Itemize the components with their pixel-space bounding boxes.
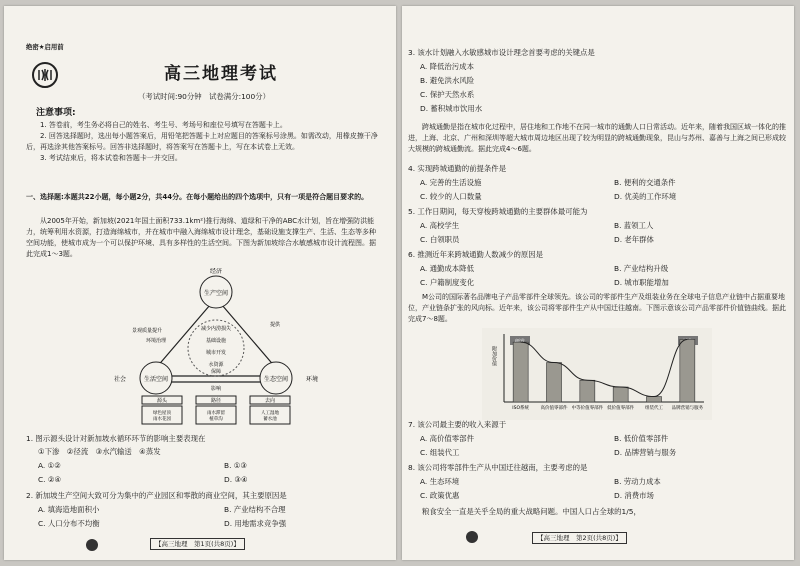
note-item: 1. 答卷前，考生务必将自己的姓名、考生号、考场号和座位号填写在答题卡上。 — [40, 121, 287, 129]
x-tick-label: 高价值零部件 — [540, 406, 568, 411]
center-line: 基础设施 — [205, 338, 227, 344]
q5-option-d[interactable]: D. 老年群体 — [614, 235, 654, 244]
q7-option-b[interactable]: B. 低价值零部件 — [614, 434, 669, 443]
q1-option-d[interactable]: D. ③④ — [224, 475, 248, 484]
q1-option-b[interactable]: B. ①③ — [224, 461, 248, 470]
q4-option-d[interactable]: D. 优美的工作环境 — [614, 192, 677, 201]
exam-info: （考试时间:90分钟 试卷满分:100分） — [138, 92, 270, 101]
question-3-stem: 3. 该水计划融入水敏感城市设计理念首要考虑的关键点是 — [408, 48, 595, 57]
question-5-stem: 5. 工作日期间，每天穿梭跨城通勤的主要群体最可能为 — [408, 207, 588, 216]
notes-list — [26, 120, 378, 164]
environment-label: 环境 — [306, 376, 319, 383]
q2-option-b[interactable]: B. 产业结构不合理 — [224, 505, 286, 514]
q4-option-a[interactable]: A. 完善的生活设施 — [420, 178, 482, 187]
q8-option-d[interactable]: D. 消费市场 — [614, 491, 654, 500]
bar — [580, 380, 595, 402]
x-tick-label: 组装代工 — [645, 406, 663, 411]
living-label: 生活空间 — [143, 376, 169, 383]
q8-option-b[interactable]: B. 劳动力成本 — [614, 477, 661, 486]
q8-option-a[interactable]: A. 生态环境 — [420, 477, 460, 486]
question-4-stem: 4. 实现跨城通勤的前提条件是 — [408, 164, 507, 173]
q5-option-c[interactable]: C. 白领职员 — [420, 235, 460, 244]
question-1-stem: 1. 图示源头设计对新加坡水循环环节的影响主要表现在 — [26, 434, 206, 443]
q1-option-c[interactable]: C. ②④ — [38, 475, 62, 484]
bottom-sub-label: 人工湿地蓄水池 — [261, 411, 279, 422]
bar — [547, 363, 562, 402]
q6-option-a[interactable]: A. 通勤成本降低 — [420, 264, 474, 273]
society-label: 社会 — [113, 376, 126, 383]
q7-option-d[interactable]: D. 品牌营销与服务 — [614, 448, 677, 457]
bottom-sub-label: 雨水滞留植草沟 — [207, 411, 225, 422]
q8-option-c[interactable]: C. 政策优惠 — [420, 491, 460, 500]
arrow-label: 影响 — [210, 386, 222, 392]
x-tick-label: 品牌营销与服务 — [671, 406, 704, 411]
arrow-label: 保障 — [210, 369, 222, 375]
stamp-icon — [86, 539, 98, 551]
arrow-label: 提供 — [270, 322, 281, 328]
question-7-stem: 7. 该公司最主要的收入来源于 — [408, 420, 507, 429]
passage-2: 跨城通勤是指在城市化过程中，居住地和工作地不在同一城市的通勤人口日常活动。近年来，随着我国区域一体化的推进，上海、北京、广州和深圳等超大城市周边地区出现了较为明显的跨城通勤现象，昆山与苏州、嘉善与上海之间已形成较大规模的跨城通勤流。据此完成4～6题。 — [408, 123, 786, 153]
q5-option-a[interactable]: A. 高校学生 — [420, 221, 460, 230]
question-2-stem: 2. 新加坡生产空间大致可分为集中的产业园区和零散的商业空间，其主要原因是 — [26, 491, 287, 500]
note-item: 2. 回答选择题时，选出每小题答案后，用铅笔把答题卡上对应题目的答案标号涂黑。如需改动，用橡皮擦干净后，再选涂其他答案标号。回答非选择题时，将答案写在答题卡上，写在本试卷上无效。 — [26, 132, 378, 151]
bar — [680, 339, 695, 402]
right-edge-label: 环境治理 — [145, 338, 166, 344]
section1-heading: 一、选择题:本题共22小题，每小题2分，共44分。在每小题给出的四个选项中，只有一项是符合题目要求的。 — [26, 193, 369, 201]
bottom-box-label: 源头 — [156, 398, 168, 404]
q4-option-b[interactable]: B. 便利的交通条件 — [614, 178, 676, 187]
exam-title: 高三地理考试 — [164, 64, 278, 84]
bar — [647, 397, 662, 402]
note-item: 3. 考试结束后，将本试卷和答题卡一并交回。 — [40, 154, 182, 162]
q3-option-a[interactable]: A. 降低治污成本 — [420, 62, 474, 71]
x-tick-label: 中等价值零部件 — [571, 406, 604, 411]
q2-option-d[interactable]: D. 用地需求竞争强 — [224, 519, 287, 528]
passage-4-start: 粮食安全一直是关乎全局的重大战略问题。中国人口占全球的1/5， — [422, 507, 641, 516]
center-line: 减少内涝损失 — [200, 326, 232, 332]
q6-option-d[interactable]: D. 城市职能增加 — [614, 278, 669, 287]
q6-option-b[interactable]: B. 产业结构升级 — [614, 264, 669, 273]
center-line: 水资源 — [208, 362, 224, 368]
production-label: 生产空间 — [203, 290, 229, 297]
x-tick-label: ISO系统 — [512, 406, 530, 411]
ecology-label: 生态空间 — [263, 376, 289, 383]
passage-1: 从2005年开始，新加坡(2021年国土面积733.1km²)推行海绵、道绿和干净的ABC水计划，旨在增强防洪能力，统筹利用水资源，打造海绵城市，并在城市中融入海绵城市设计理念，基础设施支撑生产、生活、生态等多种空间功能，使城市成为一个可以保护环境、具有多样性的生活空间。下图为新加坡综合水敏感城市设计流程图。据此完成1～3题。 — [26, 217, 376, 258]
exam-page-1 — [4, 6, 396, 560]
q2-option-a[interactable]: A. 填海造地面积小 — [38, 505, 100, 514]
page-footer: 【高三地理 第1页(共8页)】 — [150, 538, 245, 550]
q4-option-c[interactable]: C. 较少的人口数量 — [420, 192, 482, 201]
q7-option-a[interactable]: A. 高价值零部件 — [420, 434, 474, 443]
q7-option-c[interactable]: C. 组装代工 — [420, 448, 460, 457]
school-logo — [32, 62, 58, 88]
page-footer: 【高三地理 第2页(共8页)】 — [532, 532, 627, 544]
x-tick-label: 低价值零部件 — [607, 406, 635, 411]
exam-page-2 — [402, 6, 794, 560]
bottom-sub-label: 绿色屋顶雨水花园 — [153, 411, 171, 422]
q3-option-c[interactable]: C. 保护天然水系 — [420, 90, 475, 99]
q1-option-a[interactable]: A. ①② — [38, 461, 61, 470]
left-edge-label: 景观质量提升 — [131, 328, 162, 334]
question-6-stem: 6. 推测近年来跨城通勤人数减少的原因是 — [408, 250, 544, 259]
logo-icon — [34, 64, 56, 86]
q6-option-c[interactable]: C. 户籍制度变化 — [420, 278, 475, 287]
center-line: 城市开发 — [205, 350, 227, 356]
y-axis-label: 附加价值 — [491, 346, 497, 366]
secret-mark: 绝密★启用前 — [26, 43, 64, 51]
q3-option-b[interactable]: B. 避免洪水风险 — [420, 76, 475, 85]
q3-option-d[interactable]: D. 蓄积城市饮用水 — [420, 104, 483, 113]
passage-3: M公司的国际著名品牌电子产品零部件全球领先。该公司的零部件生产及组装业务在全球电子信息产业链中占据重要地位，产业链条扩张的风向标。近年来，该公司将零部件生产从中国迁往越南。下图示意该公司产品零部件价值链曲线。据此完成7～8题。 — [408, 293, 786, 323]
bottom-box-label: 去向 — [264, 398, 276, 404]
water-sensitive-diagram — [104, 268, 324, 426]
question-8-stem: 8. 该公司将零部件生产从中国迁往越南，主要考虑的是 — [408, 463, 588, 472]
q5-option-b[interactable]: B. 蓝领工人 — [614, 221, 654, 230]
question-1-items: ①下渗 ②径流 ③水汽输送 ④蒸发 — [38, 447, 161, 456]
bar — [613, 387, 628, 402]
bottom-box-label: 路径 — [210, 398, 222, 404]
bar — [513, 342, 528, 402]
value-chain-chart — [482, 328, 712, 420]
stamp-icon — [466, 531, 478, 543]
q2-option-c[interactable]: C. 人口分布不均衡 — [38, 519, 100, 528]
top-label: 经济 — [209, 268, 223, 275]
notes-heading: 注意事项: — [36, 108, 76, 118]
